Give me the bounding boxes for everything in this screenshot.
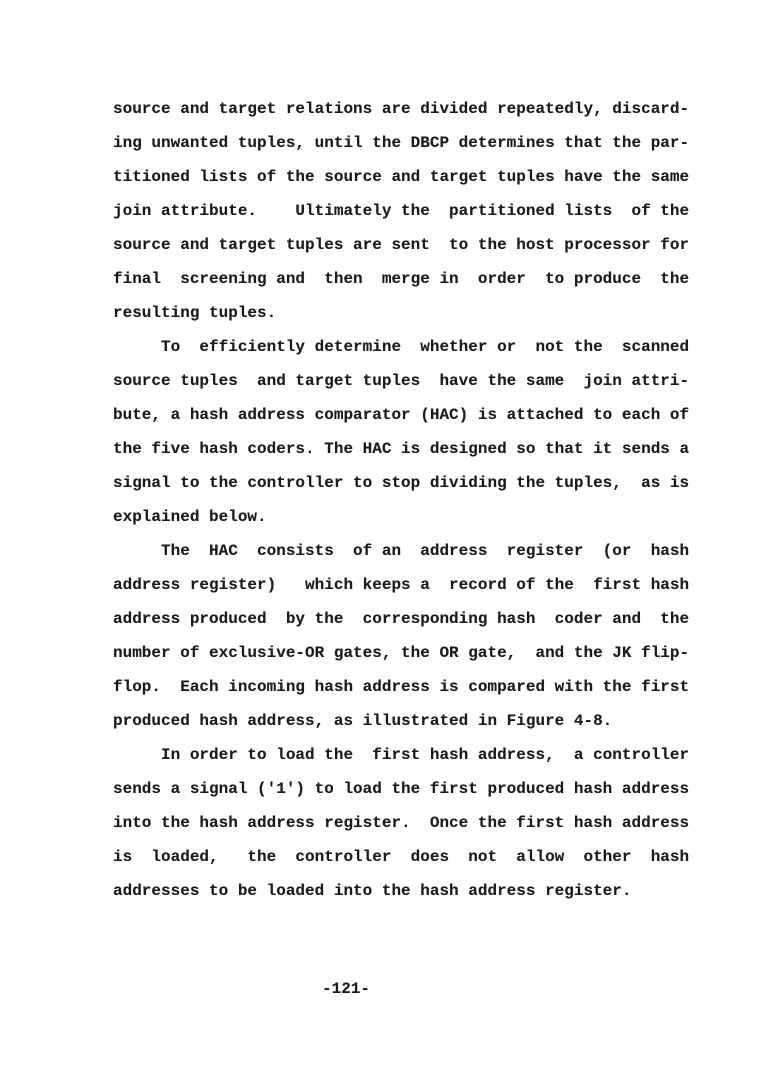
text-line: resulting tuples. (113, 304, 277, 322)
text-line: source and target relations are divided repeatedly, discard- (113, 100, 690, 118)
text-line: source and target tuples are sent to the host processor for (113, 236, 690, 254)
body-text (113, 92, 689, 908)
text-line: source tuples and target tuples have the same join attri- (113, 372, 690, 390)
text-line: explained below. (113, 508, 267, 526)
text-line: is loaded, the controller does not allow other hash (113, 848, 690, 866)
text-line: bute, a hash address comparator (HAC) is attached to each of (113, 406, 690, 424)
text-line: signal to the controller to stop dividing the tuples, as is (113, 474, 690, 492)
text-line: final screening and then merge in order to produce the (113, 270, 690, 288)
text-line: number of exclusive-OR gates, the OR gate, and the JK flip- (113, 644, 690, 662)
text-line: address register) which keeps a record of the first hash (113, 576, 690, 594)
text-line: In order to load the first hash address, a controller (113, 746, 690, 764)
page-number: -121- (322, 980, 371, 998)
text-line: produced hash address, as illustrated in Figure 4-8. (113, 712, 613, 730)
text-line: the five hash coders. The HAC is designed so that it sends a (113, 440, 690, 458)
text-line: To efficiently determine whether or not the scanned (113, 338, 690, 356)
text-line: sends a signal ('1') to load the first produced hash address (113, 780, 690, 798)
text-line: addresses to be loaded into the hash address register. (113, 882, 632, 900)
text-line: flop. Each incoming hash address is compared with the first (113, 678, 690, 696)
text-line: join attribute. Ultimately the partitioned lists of the (113, 202, 690, 220)
text-line: titioned lists of the source and target tuples have the same (113, 168, 690, 186)
text-line: ing unwanted tuples, until the DBCP determines that the par- (113, 134, 690, 152)
text-line: into the hash address register. Once the first hash address (113, 814, 690, 832)
text-line: address produced by the corresponding hash coder and the (113, 610, 690, 628)
text-line: The HAC consists of an address register (or hash (113, 542, 690, 560)
